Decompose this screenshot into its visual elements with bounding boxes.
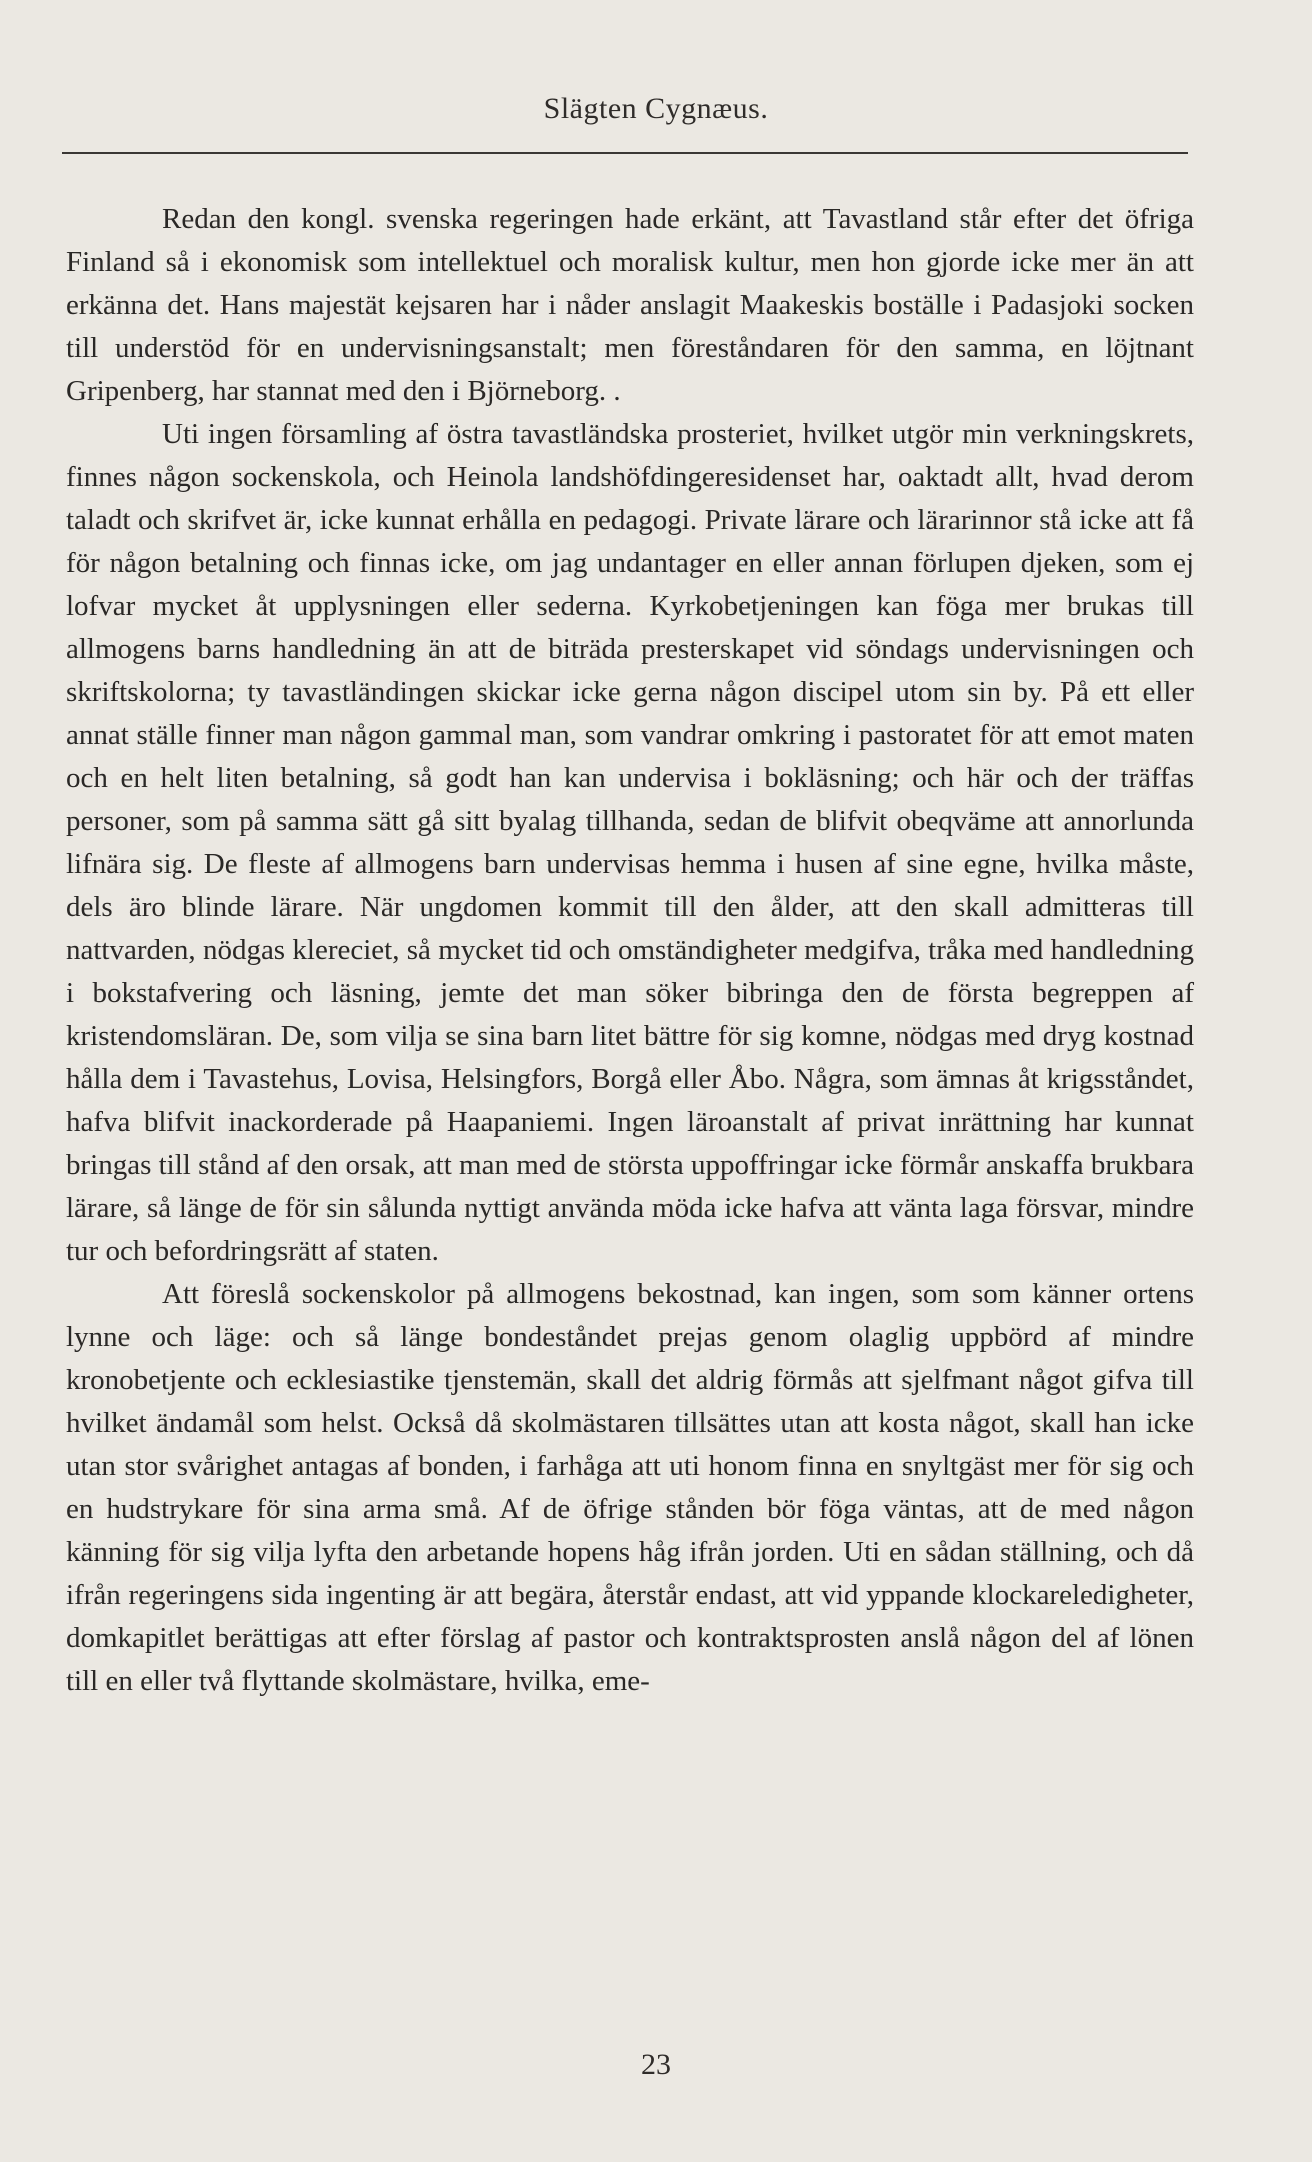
body-text [66, 198, 1194, 1703]
running-head: Slägten Cygnæus. [543, 92, 769, 125]
paragraph-1: Redan den kongl. svenska regeringen hade erkänt, att Tavastland står efter det öfriga Finland så i ekonomisk som intellektuel och moralisk kultur, men hon gjorde icke mer än att erkänna det. Hans majestät kejsaren har i nåder anslagit Maakeskis boställe i Padasjoki socken till understöd för en undervisningsanstalt; men föreståndaren för den samma, en löjtnant Gripenberg, har stannat med den i Björneborg. . [66, 203, 1194, 407]
paragraph-3: Att föreslå sockenskolor på allmogens bekostnad, kan ingen, som som känner ortens lynne och läge: och så länge bondeståndet prejas genom olaglig uppbörd af mindre kronobetjente och ecklesiastike tjenstemän, skall det aldrig förmås att sjelfmant något gifva till hvilket ändamål som helst. Också då skolmästaren tillsättes utan att kosta något, skall han icke utan stor svårighet antagas af bonden, i farhåga att uti honom finna en snyltgäst mer för sig och en hudstrykare för sina arma små. Af de öfrige stånden bör föga väntas, att de med någon känning för sig vilja lyfta den arbetande hopens håg ifrån jorden. Uti en sådan ställning, och då ifrån regeringens sida ingenting är att begära, återstår endast, att vid yppande klockareledigheter, domkapitlet berättigas att efter förslag af pastor och kontraktsprosten anslå någon del af lönen till en eller två flyttande skolmästare, hvilka, eme- [66, 1278, 1194, 1697]
page-number: 23 [641, 2048, 671, 2081]
header-rule [62, 152, 1188, 154]
paragraph-2: Uti ingen församling af östra tavastländska prosteriet, hvilket utgör min verkningskrets, finnes någon sockenskola, och Heinola landshöfdingeresidenset har, oaktadt allt, hvad derom taladt och skrifvet är, icke kunnat erhålla en pedagogi. Private lärare och lärarinnor stå icke att få för någon betalning och finnas icke, om jag undantager en eller annan förlupen djeken, som ej lofvar mycket åt upplysningen eller sederna. Kyrkobetjeningen kan föga mer brukas till allmogens barns handledning än att de biträda presterskapet vid söndags undervisningen och skriftskolorna; ty tavastländingen skickar icke gerna någon discipel utom sin by. På ett eller annat ställe finner man någon gammal man, som vandrar omkring i pastoratet för att emot maten och en helt liten betalning, så godt han kan undervisa i bokläsning; och här och der träffas personer, som på samma sätt gå sitt byalag tillhanda, sedan de blifvit obeqväme att annorlunda lifnära sig. De fleste af allmogens barn undervisas hemma i husen af sine egne, hvilka måste, dels äro blinde lärare. När ungdomen kommit till den ålder, att den skall admitteras till nattvarden, nödgas klereciet, så mycket tid och omständigheter medgifva, tråka med handledning i bokstafvering och läsning, jemte det man söker bibringa den de första begreppen af kristendomsläran. De, som vilja se sina barn litet bättre för sig komne, nödgas med dryg kostnad hålla dem i Tavastehus, Lovisa, Helsingfors, Borgå eller Åbo. Några, som ämnas åt krigsståndet, hafva blifvit inackorderade på Haapaniemi. Ingen läroanstalt af privat inrättning har kunnat bringas till stånd af den orsak, att man med de största uppoffringar icke förmår anskaffa brukbara lärare, så länge de för sin sålunda nyttigt använda möda icke hafva att vänta laga försvar, mindre tur och befordringsrätt af staten. [66, 418, 1194, 1267]
